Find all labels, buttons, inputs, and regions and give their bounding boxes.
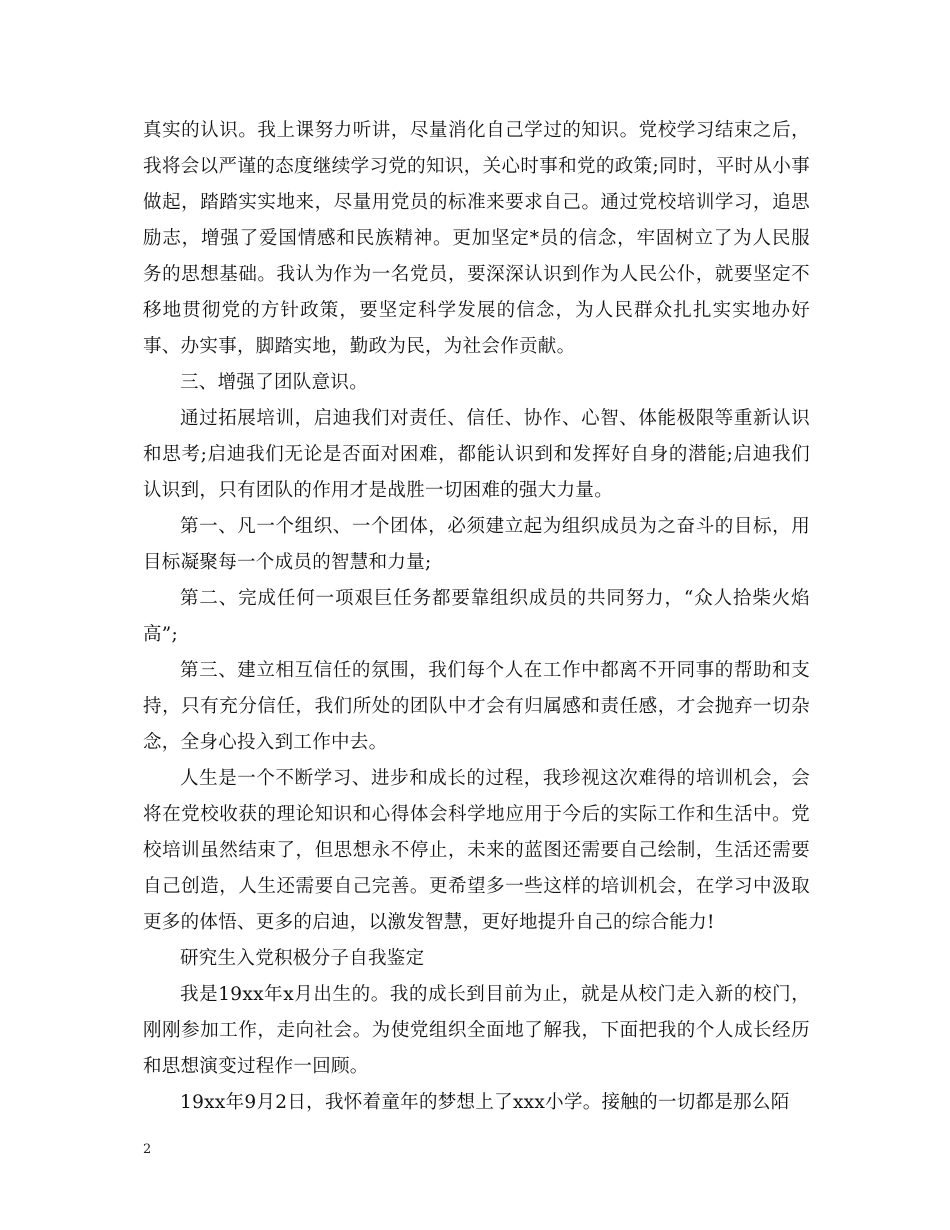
document-body bbox=[143, 113, 810, 1121]
paragraph-introduction: 我是19xx年x月出生的。我的成长到目前为止，就是从校门走入新的校门，刚刚参加工作，走向社会。为使党组织全面地了解我，下面把我的个人成长经历和思想演变过程作一回顾。 bbox=[143, 984, 810, 1077]
paragraph-conclusion: 人生是一个不断学习、进步和成长的过程，我珍视这次难得的培训机会，会将在党校收获的理论知识和心得体会科学地应用于今后的实际工作和生活中。党校培训虽然结束了，但思想永不停止，未来的蓝图还需要自己绘制，生活还需要自己创造，人生还需要自己完善。更希望多一些这样的培训机会，在学习中汲取更多的体悟、更多的启迪，以激发智慧，更好地提升自己的综合能力! bbox=[143, 768, 810, 933]
paragraph-continued: 真实的认识。我上课努力听讲，尽量消化自己学过的知识。党校学习结束之后，我将会以严谨的态度继续学习党的知识，关心时事和党的政策;同时，平时从小事做起，踏踏实实地来，尽量用党员的标准来要求自己。通过党校培训学习，追思励志，增强了爱国情感和民族精神。更加坚定*员的信念，牢固树立了为人民服务的思想基础。我认为作为一名党员，要深深认识到作为人民公仆，就要坚定不移地贯彻党的方针政策，要坚定科学发展的信念，为人民群众扎扎实实地办好事、办实事，脚踏实地，勤政为民，为社会作贡献。 bbox=[143, 120, 810, 357]
section-title-self-assessment: 研究生入党积极分子自我鉴定 bbox=[180, 948, 425, 969]
paragraph-point-third: 第三、建立相互信任的氛围，我们每个人在工作中都离不开同事的帮助和支持，只有充分信任，我们所处的团队中才会有归属感和责任感，才会抛弃一切杂念，全身心投入到工作中去。 bbox=[143, 660, 810, 753]
paragraph-primary-school: 19xx年9月2日，我怀着童年的梦想上了xxx小学。接触的一切都是那么陌 bbox=[180, 1092, 790, 1113]
paragraph-point-second: 第二、完成任何一项艰巨任务都要靠组织成员的共同努力，“众人拾柴火焰高”; bbox=[143, 588, 810, 645]
paragraph-team-training: 通过拓展培训，启迪我们对责任、信任、协作、心智、体能极限等重新认识和思考;启迪我们无论是否面对困难，都能认识到和发挥好自身的潜能;启迪我们认识到，只有团队的作用才是战胜一切困难的强大力量。 bbox=[143, 408, 810, 501]
paragraph-point-first: 第一、凡一个组织、一个团体，必须建立起为组织成员为之奋斗的目标，用目标凝聚每一个成员的智慧和力量; bbox=[143, 516, 810, 573]
page-number: 2 bbox=[143, 1142, 152, 1157]
section-heading-team-awareness: 三、增强了团队意识。 bbox=[180, 372, 369, 393]
